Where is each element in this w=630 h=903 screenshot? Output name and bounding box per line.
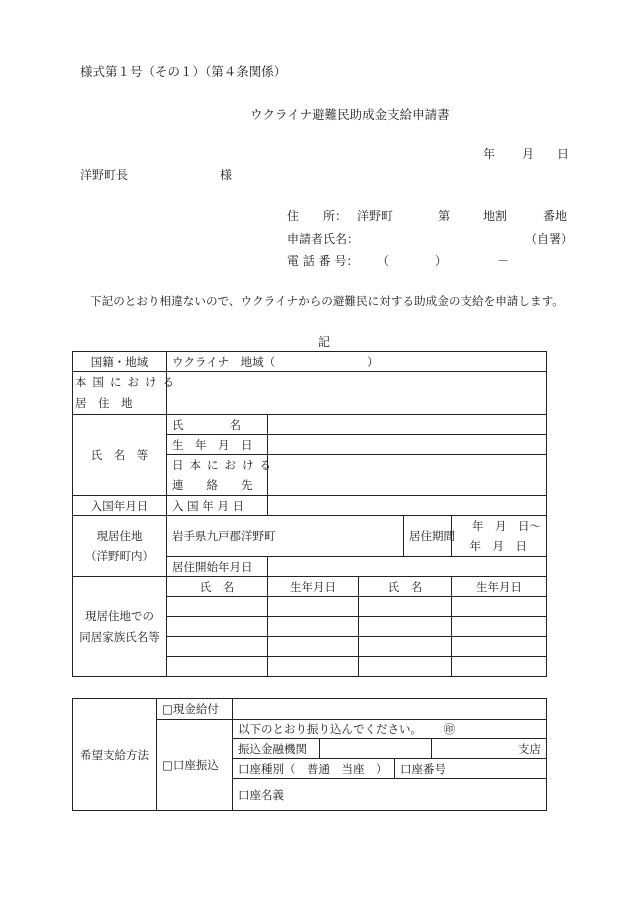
account-holder-label: 口座名義 [233,779,547,811]
family-cell [452,637,547,657]
nationality-label: 国籍・地域 [73,352,167,372]
family-cell [268,617,359,637]
phone-label: 電 話 番 号： [287,254,359,268]
nationality-row [73,352,547,372]
family-header-birthdate-2: 生年月日 [452,577,547,597]
current-address-value: 岩手県九戸郡洋野町 [167,516,404,557]
address-dai: 第 [438,209,451,223]
family-label [73,577,167,677]
cash-option[interactable]: □現金給付 [157,699,233,720]
address-town: 洋野町 [357,209,394,223]
contact-label-line1: 日本における [172,458,277,472]
nationality-value: ウクライナ 地域（ ） [167,352,547,372]
home-address-label [73,372,180,415]
home-address-label-line2: 居 住 地 [75,396,133,410]
birthdate-label: 生 年 月 日 [167,435,268,455]
current-address-label-line1: 現居住地 [96,529,143,543]
family-cell [167,637,268,657]
phone-close-paren: ） [435,254,448,268]
residence-start-label: 居住開始年月日 [167,557,268,577]
entry-date-row [73,496,547,516]
name-row [73,415,547,435]
residence-period-label: 居住期間 [404,516,452,557]
family-header-name-2: 氏 名 [359,577,452,597]
current-address-label [73,516,167,577]
family-cell [167,617,268,637]
contact-value [268,455,547,496]
family-cell [167,657,268,677]
name-label: 氏 名 [167,415,268,435]
family-cell [268,657,359,677]
family-cell [452,597,547,617]
signature-note: （自署） [525,232,574,246]
family-cell [268,597,359,617]
bank-label: 振込金融機関 [233,739,320,759]
account-type-label: 口座種別（ 普通 当座 ） [233,759,395,779]
honorific: 様 [220,168,233,182]
date-month-label: 月 [522,147,535,161]
applicant-details-table [72,351,547,677]
family-cell [359,657,452,677]
bank-option[interactable]: □口座振込 [157,720,233,811]
residence-start-value [268,557,547,577]
method-label: 希望支給方法 [73,699,157,811]
cash-row [73,699,547,720]
residence-period-value [452,516,547,557]
form-number: 様式第１号（その１）（第４条関係） [80,64,287,79]
branch-label: 支店 [432,739,547,759]
applicant-name-label: 申請者氏名： [287,232,360,246]
family-cell [359,597,452,617]
page-title: ウクライナ避難民助成金支給申請書 [250,107,450,122]
current-address-row [73,516,547,557]
family-cell [268,637,359,657]
family-cell [452,657,547,677]
family-header-row [73,577,547,597]
bank-value [320,739,432,759]
date-day-label: 日 [557,147,570,161]
address-chiwari: 地割 [483,209,508,223]
period-to: 年 月 日 [469,539,527,553]
contact-label-line2: 連 絡 先 [172,478,253,492]
addressee: 洋野町長 [80,168,129,182]
payment-method-table [72,698,547,811]
family-cell [167,597,268,617]
phone-open-paren: （ [377,254,390,268]
cash-value [233,699,547,720]
family-label-line1: 現居住地での [85,608,154,623]
current-address-label-line2: （洋野町内） [85,549,154,563]
name-value [268,415,547,435]
family-header-birthdate-1: 生年月日 [268,577,359,597]
entry-date-label: 入国年月日 [73,496,167,516]
contact-label [167,455,277,496]
name-section-label: 氏 名 等 [73,415,167,496]
family-cell [359,637,452,657]
phone-dash: － [497,254,510,268]
account-number-label: 口座番号 [395,759,547,779]
family-header-name-1: 氏 名 [167,577,268,597]
address-banchi: 番地 [543,209,568,223]
home-address-label-line1: 本国における [75,375,180,389]
instruction-text: 以下のとおり振り込んでください。 [238,722,422,736]
entry-date-value [268,496,547,516]
ki-label: 記 [318,335,331,349]
instruction-cell [233,720,547,739]
birthdate-value [268,435,547,455]
entry-date-sublabel: 入 国 年 月 日 [167,496,268,516]
family-cell [452,617,547,637]
seal-mark: ㊞ [443,722,456,736]
period-from: 年 月 日～ [472,519,541,533]
family-label-line2: 同居家族氏名等 [79,629,160,644]
date-year-label: 年 [483,147,496,161]
home-address-value [167,372,547,415]
address-label: 住 所： [287,209,348,223]
family-cell [359,617,452,637]
home-address-row [73,372,547,415]
statement: 下記のとおり相違ないので、ウクライナからの避難民に対する助成金の支給を申請します。 [90,294,564,308]
